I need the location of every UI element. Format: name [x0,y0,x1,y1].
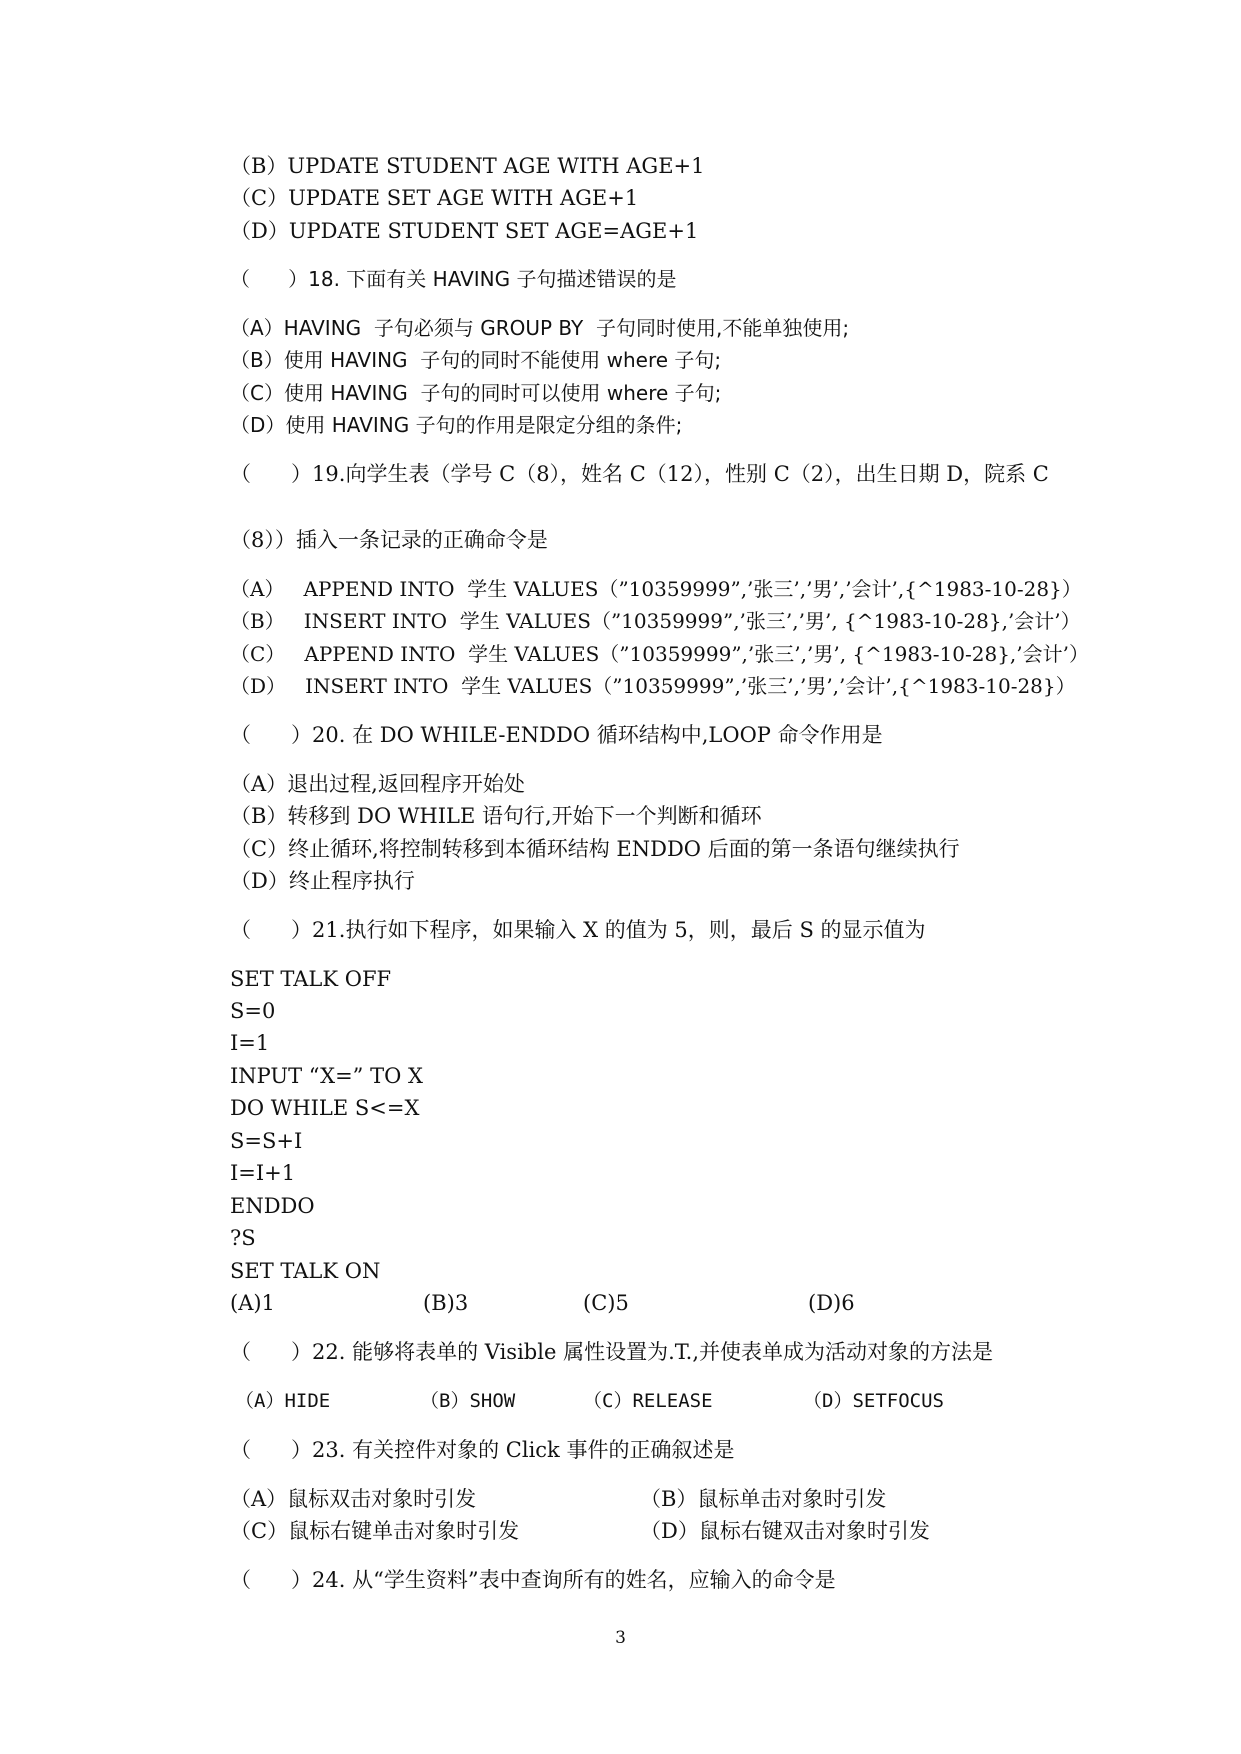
q21-option-c: (C)5 [583,1291,629,1315]
q17-option-b: （B）UPDATE STUDENT AGE WITH AGE+1 [230,154,705,178]
q21-option-a: (A)1 [230,1291,275,1315]
q22-option-a: （A）HIDE [235,1390,331,1412]
q21-code-line: I=1 [230,1031,270,1055]
q22-option-d: （D）SETFOCUS [803,1390,944,1412]
q20-option-d: （D）终止程序执行 [230,869,415,893]
q18-option-d: （D）使用 HAVING 子句的作用是限定分组的条件; [230,413,683,437]
q21-option-b: (B)3 [423,1291,469,1315]
q20-option-b: （B）转移到 DO WHILE 语句行,开始下一个判断和循环 [230,804,762,828]
q17-option-c: （C）UPDATE SET AGE WITH AGE+1 [230,186,639,210]
q23-option-c: （C）鼠标右键单击对象时引发 [230,1519,520,1543]
q19-option-b: （B） INSERT INTO 学生 VALUES（”10359999”,’张三’,’男’, {^1983-10-28},’会计’） [230,609,1081,633]
q18-option-b: （B）使用 HAVING 子句的同时不能使用 where 子句; [230,348,722,372]
q19-option-a: （A） APPEND INTO 学生 VALUES（”10359999”,’张三’,’男’,’会计’,{^1983-10-28}） [230,577,1082,601]
q21-code-line: SET TALK OFF [230,967,392,991]
q21-code-line: S=0 [230,999,276,1023]
q20-option-a: （A）退出过程,返回程序开始处 [230,772,525,796]
q23-option-b: （B）鼠标单击对象时引发 [640,1487,887,1511]
q18-stem: （ ）18. 下面有关 HAVING 子句描述错误的是 [230,267,677,291]
q18-option-c: （C）使用 HAVING 子句的同时可以使用 where 子句; [230,381,722,405]
q19-stem-line1: （ ）19.向学生表（学号 C（8），姓名 C（12），性别 C（2），出生日期 D，院系 C [230,462,1049,486]
q21-stem: （ ）21.执行如下程序，如果输入 X 的值为 5，则，最后 S 的显示值为 [230,918,926,942]
q20-option-c: （C）终止循环,将控制转移到本循环结构 ENDDO 后面的第一条语句继续执行 [230,837,960,861]
page-number: 3 [615,1628,626,1648]
q21-option-d: (D)6 [808,1291,855,1315]
q22-option-c: （C）RELEASE [583,1390,713,1412]
q21-code-line: INPUT “X=” TO X [230,1064,423,1088]
q21-code-line: ENDDO [230,1194,315,1218]
q21-code-line: DO WHILE S<=X [230,1096,420,1120]
q23-option-a: （A）鼠标双击对象时引发 [230,1487,477,1511]
q18-option-a: （A）HAVING 子句必须与 GROUP BY 子句同时使用,不能单独使用; [230,316,850,340]
q21-code-line: ?S [230,1226,256,1250]
q23-stem: （ ）23. 有关控件对象的 Click 事件的正确叙述是 [230,1438,735,1462]
q17-option-d: （D）UPDATE STUDENT SET AGE=AGE+1 [230,219,699,243]
q21-code-line: SET TALK ON [230,1259,381,1283]
q19-option-c: （C） APPEND INTO 学生 VALUES（”10359999”,’张三’,’男’, {^1983-10-28},’会计’） [230,642,1090,666]
q22-stem: （ ）22. 能够将表单的 Visible 属性设置为.T.,并使表单成为活动对象的方法是 [230,1340,994,1364]
q22-option-b: （B）SHOW [420,1390,516,1412]
q23-option-d: （D）鼠标右键双击对象时引发 [640,1519,930,1543]
q21-code-line: S=S+I [230,1129,303,1153]
q19-option-d: （D） INSERT INTO 学生 VALUES（”10359999”,’张三’,’男’,’会计’,{^1983-10-28}） [230,674,1076,698]
q20-stem: （ ）20. 在 DO WHILE-ENDDO 循环结构中,LOOP 命令作用是 [230,723,883,747]
q24-stem: （ ）24. 从“学生资料”表中查询所有的姓名，应输入的命令是 [230,1568,836,1592]
q21-code-line: I=I+1 [230,1161,296,1185]
q19-stem-line2: （8））插入一条记录的正确命令是 [230,528,548,552]
